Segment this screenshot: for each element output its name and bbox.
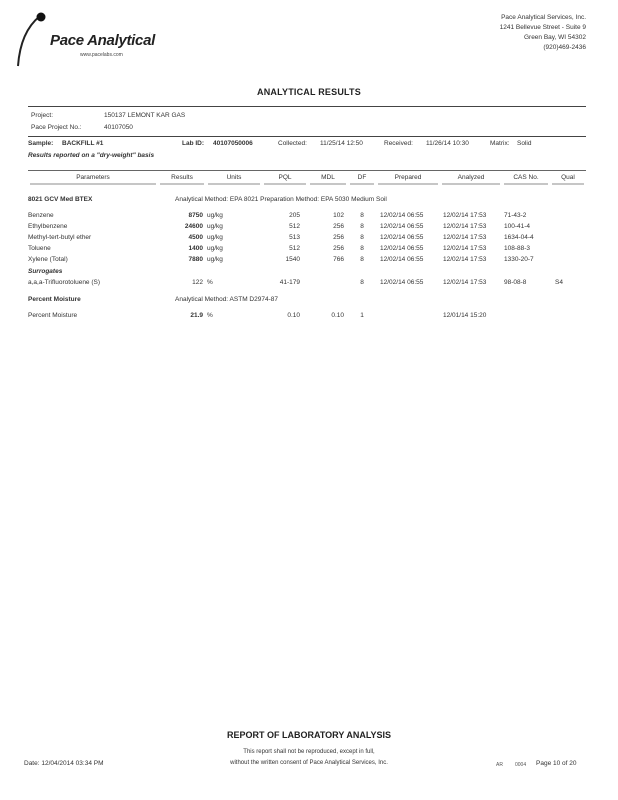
param-name: Xylene (Total): [28, 256, 68, 263]
report-title: REPORT OF LABORATORY ANALYSIS: [226, 730, 392, 740]
param-name: Percent Moisture: [28, 312, 78, 319]
df: 8: [360, 223, 364, 230]
divider: [28, 136, 586, 137]
col-units: Units: [226, 174, 242, 181]
pql: 205: [289, 212, 300, 219]
analyzed: 12/02/14 17:53: [443, 245, 487, 252]
sample-label: Sample:: [28, 140, 54, 147]
param-name: Ethylbenzene: [28, 223, 68, 230]
report-date: Date: 12/04/2014 03:34 PM: [24, 760, 104, 767]
result-value: 24600: [184, 223, 203, 230]
pql: 1540: [285, 256, 300, 263]
matrix-label: Matrix:: [490, 140, 510, 147]
project-value: 150137 LEMONT KAR GAS: [104, 112, 186, 119]
result-value: 8750: [188, 212, 203, 219]
section-moisture-name: Percent Moisture: [28, 296, 81, 303]
cas-no: 71-43-2: [504, 212, 527, 219]
mdl: 0.10: [331, 312, 344, 319]
mdl: 256: [333, 223, 344, 230]
units: ug/kg: [207, 234, 223, 241]
section-btex-name: 8021 GCV Med BTEX: [28, 196, 93, 203]
col-prepared: Prepared: [394, 174, 422, 181]
col-qual: Qual: [561, 174, 575, 181]
param-name: a,a,a-Trifluorotoluene (S): [28, 279, 101, 286]
mdl: 766: [333, 256, 344, 263]
col-df: DF: [357, 174, 367, 181]
result-value: 4500: [188, 234, 203, 241]
units: ug/kg: [207, 256, 223, 263]
project-label: Project:: [31, 112, 54, 119]
df: 8: [360, 245, 364, 252]
report-code: AR: [496, 762, 503, 768]
lab-id-value: 40107050006: [213, 140, 253, 147]
page-title: ANALYTICAL RESULTS: [257, 87, 361, 97]
surrogates-label: Surrogates: [28, 268, 63, 275]
prepared: 12/02/14 06:55: [380, 256, 424, 263]
analyzed: 12/02/14 17:53: [443, 279, 487, 286]
header-underline: [28, 183, 586, 186]
received-label: Received:: [384, 140, 413, 147]
basis-note: Results reported on a "dry-weight" basis: [28, 152, 155, 159]
df: 8: [360, 256, 364, 263]
units: %: [207, 279, 213, 286]
param-name: Toluene: [28, 245, 51, 252]
logo-text: Pace Analytical: [50, 32, 156, 49]
prepared: 12/02/14 06:55: [380, 245, 424, 252]
cas-no: 98-08-8: [504, 279, 527, 286]
result-value: 21.9: [190, 312, 203, 319]
param-name: Benzene: [28, 212, 54, 219]
note-line: This report shall not be reproduced, except in full,: [243, 749, 375, 755]
page-number: Page 10 of 20: [536, 760, 577, 767]
address-line: Green Bay, WI 54302: [523, 34, 586, 41]
cas-no: 100-41-4: [504, 223, 531, 230]
col-results: Results: [171, 174, 193, 181]
analyzed: 12/01/14 15:20: [443, 312, 487, 319]
lab-address: [500, 13, 586, 53]
note-line: without the written consent of Pace Analytical Services, Inc.: [230, 760, 388, 766]
pql: 0.10: [287, 312, 300, 319]
report-code-2: 0004: [515, 762, 527, 768]
collected-label: Collected:: [278, 140, 307, 147]
divider: [28, 170, 586, 171]
pql: 41-179: [279, 279, 300, 286]
cas-no: 1634-04-4: [504, 234, 534, 241]
prepared: 12/02/14 06:55: [380, 223, 424, 230]
sample-value: BACKFILL #1: [62, 140, 104, 147]
section-moisture-method: Analytical Method: ASTM D2974-87: [175, 296, 278, 303]
units: ug/kg: [207, 212, 223, 219]
address-line: Pace Analytical Services, Inc.: [501, 14, 586, 21]
param-name: Methyl-tert-butyl ether: [28, 234, 92, 241]
col-mdl: MDL: [321, 174, 335, 181]
df: 8: [360, 279, 364, 286]
matrix-value: Solid: [517, 140, 532, 147]
mdl: 256: [333, 234, 344, 241]
col-cas: CAS No.: [513, 174, 539, 181]
qual: S4: [555, 279, 563, 286]
cas-no: 1330-20-7: [504, 256, 534, 263]
lab-id-label: Lab ID:: [182, 140, 205, 147]
col-analyzed: Analyzed: [457, 174, 485, 181]
result-value: 1400: [188, 245, 203, 252]
address-line: (920)469-2436: [543, 44, 586, 51]
pql: 512: [289, 223, 300, 230]
project-no-label: Pace Project No.:: [31, 124, 82, 131]
analyzed: 12/02/14 17:53: [443, 212, 487, 219]
df: 8: [360, 212, 364, 219]
logo-url: www.pacelabs.com: [80, 52, 123, 58]
df: 8: [360, 234, 364, 241]
address-line: 1241 Bellevue Street - Suite 9: [499, 24, 586, 31]
analyzed: 12/02/14 17:53: [443, 256, 487, 263]
units: %: [207, 312, 213, 319]
prepared: 12/02/14 06:55: [380, 212, 424, 219]
section-btex-method: Analytical Method: EPA 8021 Preparation Method: EPA 5030 Medium Soil: [175, 196, 387, 203]
units: ug/kg: [207, 223, 223, 230]
col-pql: PQL: [278, 174, 292, 181]
prepared: 12/02/14 06:55: [380, 279, 424, 286]
pace-logo: [14, 10, 164, 70]
df: 1: [360, 312, 364, 319]
logo-swoosh-icon: [14, 10, 54, 70]
prepared: 12/02/14 06:55: [380, 234, 424, 241]
analyzed: 12/02/14 17:53: [443, 234, 487, 241]
cas-no: 108-88-3: [504, 245, 531, 252]
pql: 513: [289, 234, 300, 241]
result-value: 122: [192, 279, 203, 286]
col-parameters: Parameters: [76, 174, 110, 181]
collected-value: 11/25/14 12:50: [320, 140, 363, 147]
analyzed: 12/02/14 17:53: [443, 223, 487, 230]
pql: 512: [289, 245, 300, 252]
project-no-value: 40107050: [104, 124, 133, 131]
result-value: 7880: [188, 256, 203, 263]
received-value: 11/26/14 10:30: [426, 140, 469, 147]
mdl: 102: [333, 212, 344, 219]
units: ug/kg: [207, 245, 223, 252]
mdl: 256: [333, 245, 344, 252]
divider: [28, 106, 586, 107]
